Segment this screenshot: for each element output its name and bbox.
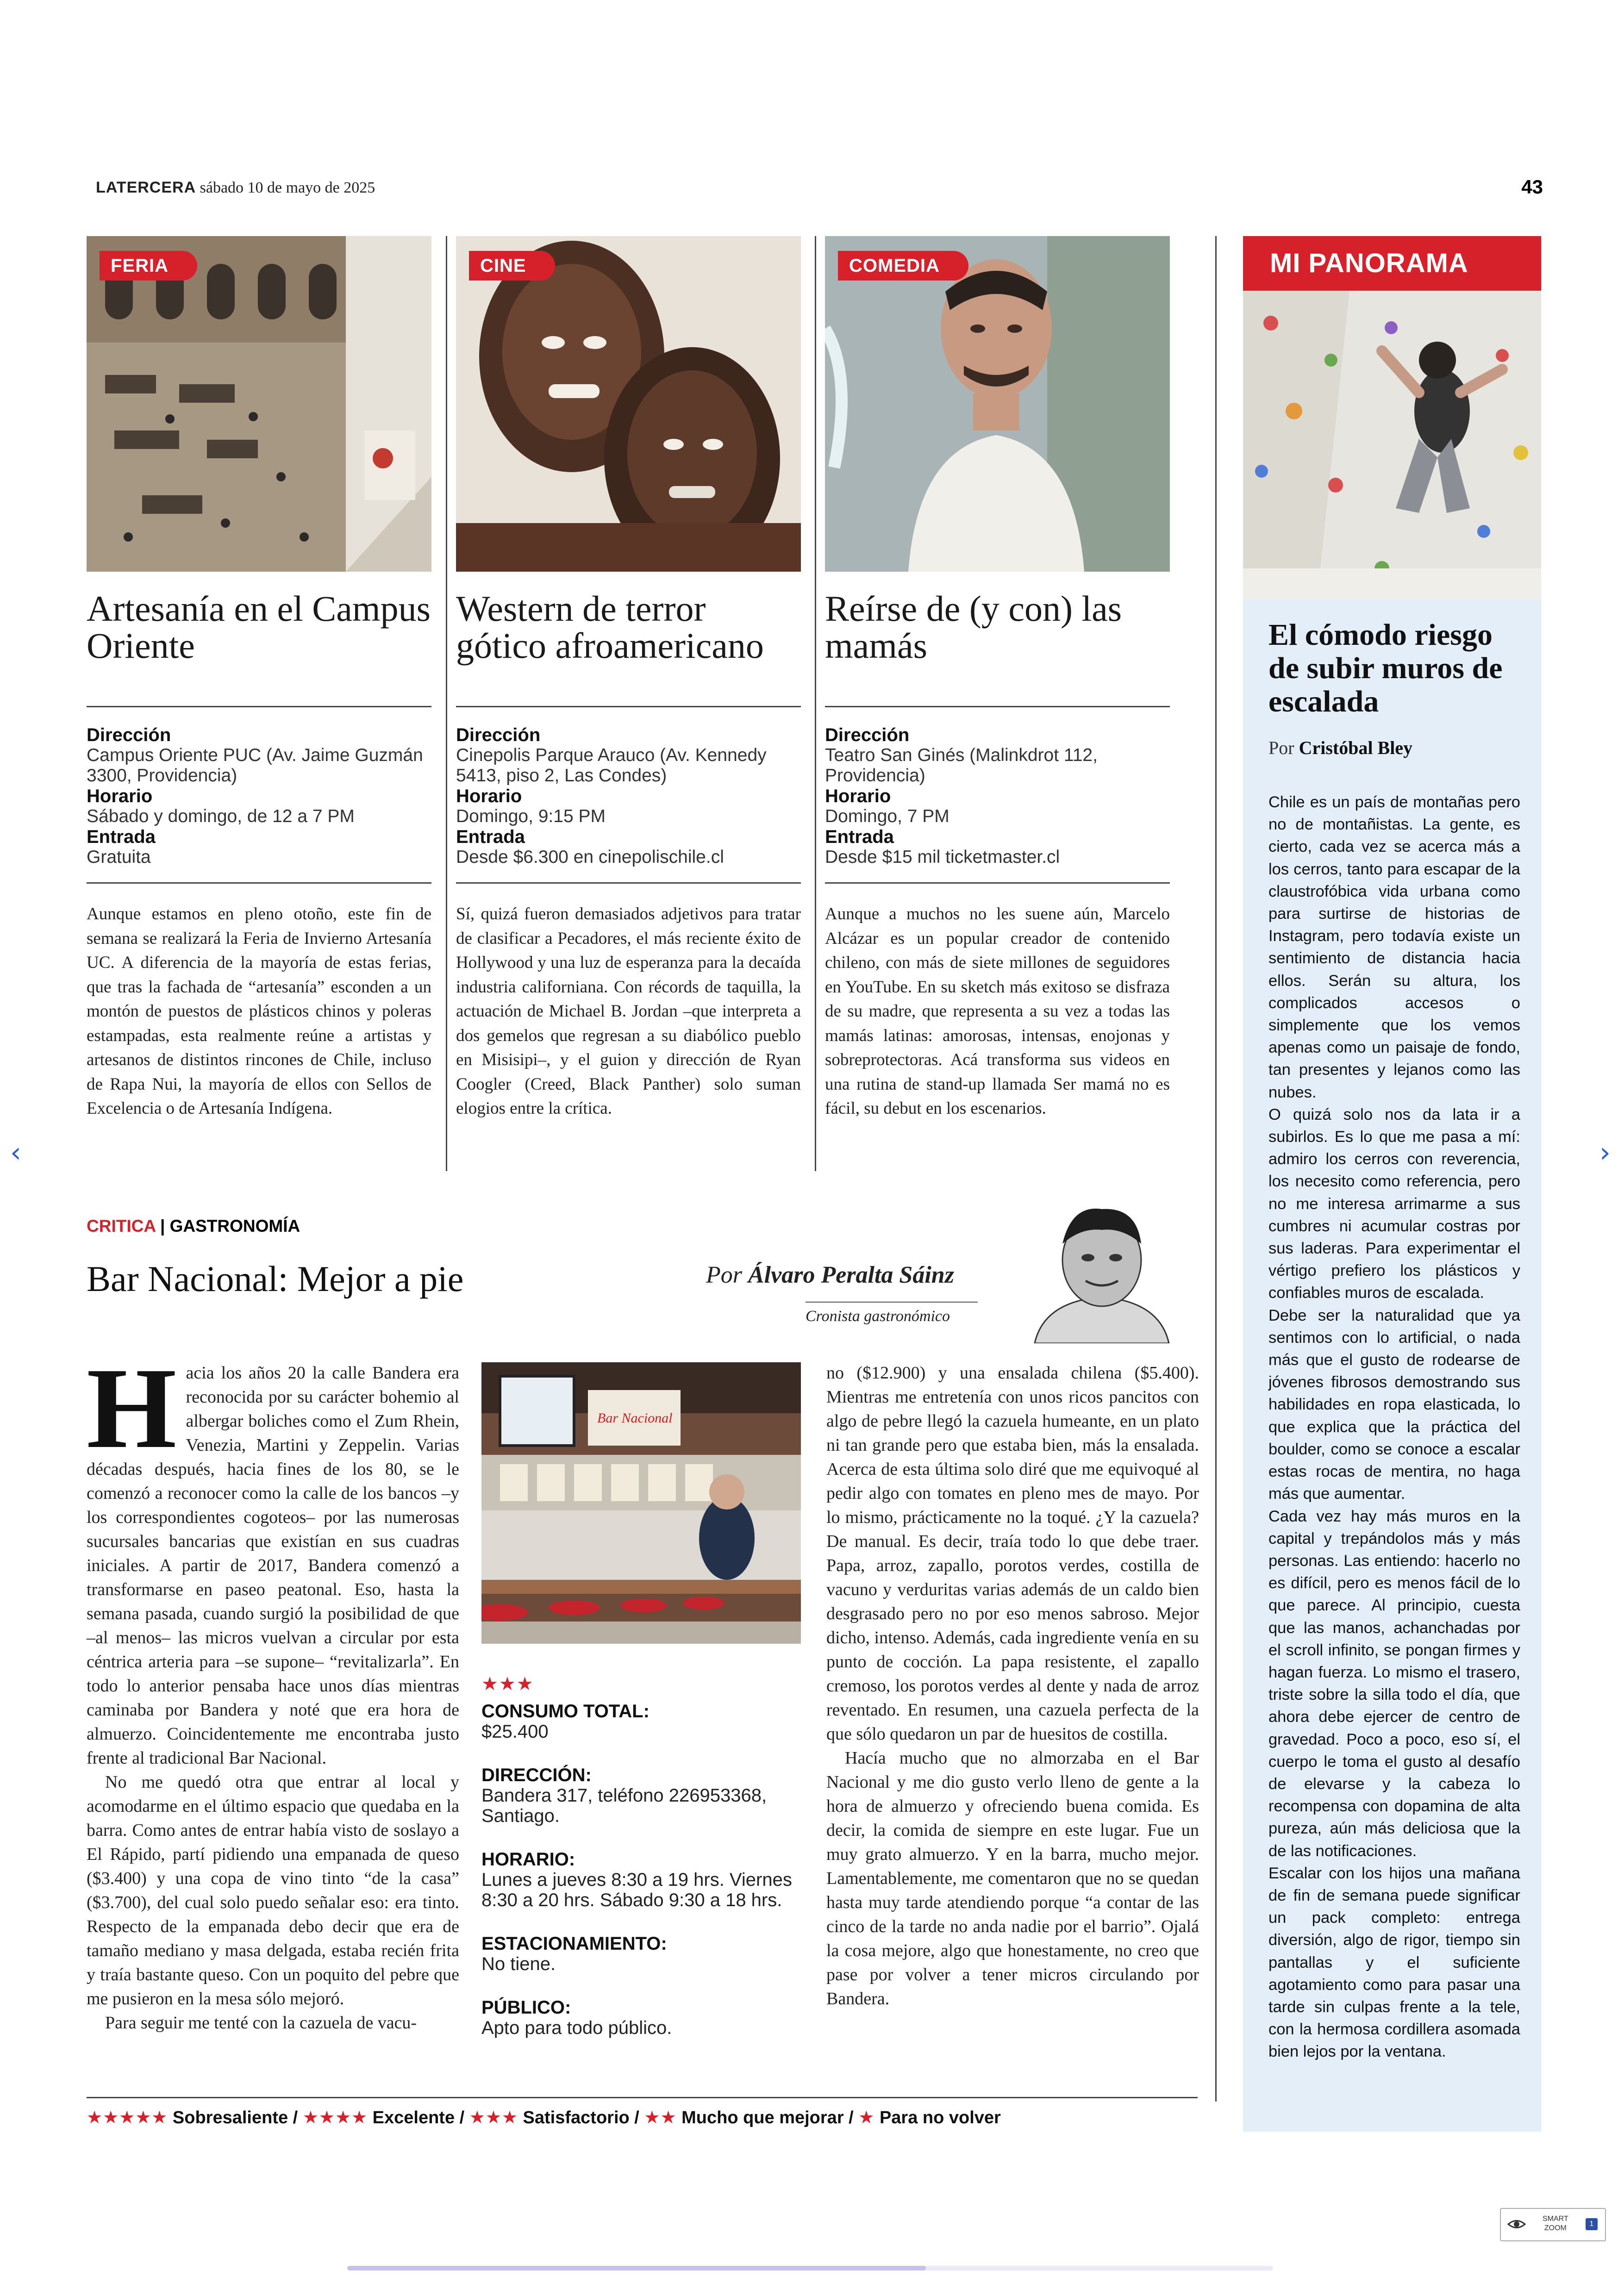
section-label: CRITICA | GASTRONOMÍA (87, 1216, 300, 1235)
entry-value: Desde $15 mil ticketmaster.cl (825, 847, 1060, 867)
panorama-paragraph: O quizá solo nos da lata ir a subirlos. Es lo que me pasa a mí: admiro los cerros con reverencia, los necesito como referencia, pero no me interesa arrimarme a sus cumbres ni acumular costras por sus laderas. Para experimentar el vértigo prefiero los plásticos y confiables muros de escalada. (1268, 1105, 1520, 1302)
legend-stars: ★★★★★ (87, 2107, 168, 2127)
review-paragraph: Hacía mucho que no almorzaba en el Bar Nacional y me dio gusto verlo lleno de gente a la hora de almuerzo y ofreciendo buena comida. Es decir, la comida de siempre en este lugar. Fue un muy grato almuerzo. Y en la barra, mucho mejor. Lamentablemente, me comentaron que no se quedan hasta muy tarde atendiendo porque “a contar de las cinco de la tarde no anda nadie por el barrio”. Ojalá la cosa mejore, algo que honestamente, no creo que pase por volver a tener micros circulando por Bandera. (826, 1748, 1199, 2008)
review-column-1 (87, 1344, 459, 2035)
bar-sign: Bar Nacional (597, 1410, 673, 1426)
legend-label: Sobresaliente (172, 2108, 288, 2127)
climbing-wall-image (1243, 291, 1541, 600)
event-card-comedia (825, 236, 1170, 1121)
divider (456, 882, 801, 884)
entry-value: Gratuita (87, 847, 151, 867)
byline-role: Cronista gastronómico (806, 1308, 950, 1325)
byline-author: Cristóbal Bley (1299, 737, 1413, 758)
address-label: Dirección (456, 725, 541, 745)
comedia-photo (825, 236, 1170, 572)
card-title: Western de terror gótico afroamericano (456, 588, 764, 666)
review-title: Bar Nacional: Mejor a pie (87, 1259, 464, 1299)
author-portrait-image (1025, 1200, 1178, 1343)
section-tag: COMEDIA (838, 251, 968, 281)
climbing-photo (1243, 291, 1541, 600)
address-label: Dirección (87, 725, 171, 745)
bar-interior-image (481, 1362, 801, 1644)
review-paragraph: No me quedó otra que entrar al local y acomodarme en el último espacio que quedaba en la barra. Como antes de entrar había visto de soslayo a El Rápido, partí pidiendo una empanada de queso ($3.400) y una copa de vino tinto “de la casa” ($3.700), del cual solo puedo señalar eso: era tinto. Respecto de la empanada debo decir que era de tamaño mediano y masa delgada, estaba recién frita y traía bastante queso. Con un poquito del pebre que me pusieron en la mesa sólo mejoró. (87, 1772, 459, 2008)
event-info (456, 725, 801, 882)
panorama-paragraph: Escalar con los hijos una mañana de fin de semana puede significar un pack completo: entrega diversión, algo de rigor, tiempo sin pantallas y el suficiente agotamiento como para pasar una tarde sin culpas frente a la tele, con la hermosa cordillera asomada bien lejos por la ventana. (1268, 1864, 1520, 2061)
address-value: Cinepolis Parque Arauco (Av. Kennedy 5413, piso 2, Las Condes) (456, 745, 767, 786)
card-title: Reírse de (y con) las mamás (825, 588, 1122, 666)
event-info (87, 725, 431, 882)
byline-rule (806, 1302, 978, 1303)
zoom-label-line: SMART (1543, 2215, 1568, 2223)
cine-photo (456, 236, 801, 572)
schedule-label: Horario (456, 786, 522, 806)
legend-stars: ★★★ (469, 2107, 518, 2127)
card-title: Artesanía en el Campus Oriente (87, 588, 431, 666)
fair-hall-image (87, 236, 431, 572)
schedule-value: Domingo, 7 PM (825, 806, 949, 826)
divider (456, 706, 801, 707)
column-divider (446, 236, 447, 1171)
eye-icon (1507, 2217, 1526, 2231)
fact-value: Apto para todo público. (481, 2018, 672, 2038)
review-paragraph: Para seguir me tenté con la cazuela de vacu- (105, 2013, 417, 2033)
schedule-label: Horario (825, 786, 891, 806)
fact-value: Bandera 317, teléfono 226953368, Santiago. (481, 1785, 767, 1826)
page-number: 43 (1521, 176, 1543, 198)
review-paragraph: no ($12.900) y una ensalada chilena ($5.400). Mientras me entretenía con unos ricos pancitos con algo de pebre llegó la cazuela humeante, en un plato ni tan grande pero que estaba bien, más la ensalada. Acerca de esta última solo diré que me equivoqué al pedir algo con tomates en pleno mes de mayo. Por lo mismo, prácticamente no la toqué. ¿Y la cazuela? De manual. Es decir, traía todo lo que debe traer. Papa, arroz, zapallo, porotos verdes, costilla de vacuno y verduritas varias además de un caldo bien desgrasado pero no por eso menos sabroso. Mejor dicho, intenso. Además, cada ingrediente venía en su punto de cocción. La papa resistente, el zapallo cremoso, los porotos verdes al dente y nada de arroz reventado. En resumen, una cazuela perfecta de la que sólo quedaron un par de huesitos de costilla. (826, 1363, 1199, 1744)
smart-zoom-button[interactable] (1500, 2208, 1606, 2241)
event-card-cine (456, 236, 801, 1121)
review-column-3 (826, 1361, 1199, 2011)
panorama-paragraph: Chile es un país de montañas pero no de montañistas. La gente, es cierto, cada vez se acerca más a los cerros, tanto para escapar de la claustrofóbica vida urbana como para surtirse de historias de Instagram, pero todavía existe un sentimiento de distancia hacia ellos. Serán su altura, los complicados accesos o simplemente que los vemos apenas como un paisaje de fondo, tan presentes y lejanos como las nubes. (1268, 793, 1520, 1101)
panorama-paragraph: Debe ser la naturalidad que ya sentimos con lo artificial, o nada más que el gusto de rodearse de jóvenes fibrosos demostrando sus habilidades en ropa elasticada, lo que explica que la práctica del boulder, como se conoce a escalar estas rocas de mentira, no haga más que aumentar. (1268, 1306, 1520, 1503)
legend-label: Mucho que mejorar (681, 2108, 844, 2127)
review-byline (706, 1261, 954, 1289)
panorama-body (1268, 791, 1520, 2063)
entry-value: Desde $6.300 en cinepolischile.cl (456, 847, 724, 867)
zoom-label-line: ZOOM (1544, 2224, 1567, 2232)
section-label-critica: CRITICA (87, 1216, 156, 1235)
event-card-feria (87, 236, 431, 1121)
panorama-sidebar (1243, 236, 1541, 2132)
panorama-header: MI PANORAMA (1243, 236, 1541, 291)
page-header (96, 179, 375, 197)
divider (87, 706, 431, 707)
legend-rule (87, 2097, 1198, 2098)
byline-prefix: Por (1268, 737, 1294, 758)
legend-label: Excelente (372, 2108, 455, 2127)
entry-label: Entrada (456, 827, 525, 847)
fact-label: PÚBLICO: (481, 1997, 571, 2018)
address-value: Campus Oriente PUC (Av. Jaime Guzmán 3300, Providencia) (87, 745, 423, 786)
fact-value: Lunes a jueves 8:30 a 19 hrs. Viernes 8:30 a 20 hrs. Sábado 9:30 a 18 hrs. (481, 1870, 792, 1910)
legend-stars: ★ (858, 2107, 875, 2127)
panorama-byline (1268, 737, 1516, 759)
section-tag: FERIA (100, 251, 197, 281)
divider (87, 882, 431, 884)
legend-label: Satisfactorio (523, 2108, 630, 2127)
section-tag: CINE (469, 251, 555, 281)
panorama-paragraph: Cada vez hay más muros en la capital y trepándolos más y más personas. Las entiendo: hacerlo no es difícil, pero es menos fácil de lo que parece. Al principio, cuesta que las manos, achanchadas por el scroll infinito, se pongan firmes y hagan fuerza. Lo mismo el trasero, triste sobre la silla todo el día, que ahora debe ejercer de centro de gravedad. Poco a poco, eso sí, el cuerpo le toma el gusto al desafío de elevarse y la cabeza lo recompensa con dopamina de alta pureza, aún más deliciosa que la de las notificaciones. (1268, 1507, 1520, 1860)
zoom-badge: 1 (1586, 2218, 1598, 2230)
fact-label: DIRECCIÓN: (481, 1765, 592, 1785)
review-rating: ★★★ (481, 1673, 534, 1695)
schedule-value: Sábado y domingo, de 12 a 7 PM (87, 806, 355, 826)
fact-label: HORARIO: (481, 1849, 575, 1870)
section-label-gastronomia: GASTRONOMÍA (169, 1216, 300, 1235)
review-facts (481, 1701, 801, 2038)
issue-date: sábado 10 de mayo de 2025 (200, 179, 375, 196)
horizontal-scrollbar-thumb[interactable] (347, 2266, 926, 2270)
legend-stars: ★★ (644, 2107, 677, 2127)
byline-prefix: Por (706, 1262, 742, 1288)
card-body: Aunque a muchos no les suene aún, Marcelo Alcázar es un popular creador de contenido chileno, con más de siete millones de seguidores en YouTube. En su sketch más exitoso se disfraza de su madre, que representa a su vez a todas las mamás latinas: amorosas, intensas, enojonas y sobreprotectoras. Acá transforma sus videos en una rutina de stand-up llamada Ser mamá no es fácil, su debut en los escenarios. (825, 904, 1170, 1118)
fact-value: $25.400 (481, 1721, 549, 1742)
column-divider (1215, 236, 1217, 2102)
smart-zoom-label (1543, 2214, 1568, 2233)
entry-label: Entrada (87, 827, 156, 847)
fact-value: No tiene. (481, 1954, 556, 1974)
film-still-image (456, 236, 801, 572)
comedian-portrait-image (825, 236, 1170, 572)
review-paragraph: acia los años 20 la calle Bandera era reconocida por su carácter bohemio al albergar boliches como el Zum Rhein, Venezia, Martini y Zeppelin. Varias décadas después, hacia fines de los 80, se le comenzó a reconocer como la calle de los bancos –y los correspondientes cogoteos– por las numerosas sucursales bancarias que existían en sus cuadras iniciales. A partir de 2017, Bandera comenzó a transformarse en paseo peatonal. Eso, hasta la semana pasada, cuando surgió la posibilidad de que –al menos– las micros vuelvan a circular por esta céntrica arteria para –se supone– “revitalizarla”. En todo lo anterior pensaba hace unos días mientras caminaba por Bandera y noté que era hora de almuerzo. Coincidentemente me encontraba justo frente al tradicional Bar Nacional. (87, 1363, 459, 1768)
column-divider (815, 236, 816, 1171)
rating-legend: ★★★★★ Sobresaliente / ★★★★ Excelente / ★★★ Satisfactorio / ★★ Mucho que mejorar / ★ Para no volver (87, 2107, 1001, 2127)
schedule-label: Horario (87, 786, 153, 806)
divider (825, 882, 1170, 884)
address-label: Dirección (825, 725, 910, 745)
legend-stars: ★★★★ (302, 2107, 368, 2127)
legend-label: Para no volver (879, 2108, 1001, 2127)
drop-cap: H (87, 1344, 177, 1472)
next-page-icon[interactable]: › (1599, 1136, 1611, 1169)
divider (825, 706, 1170, 707)
newspaper-brand: LATERCERA (96, 179, 196, 196)
entry-label: Entrada (825, 827, 894, 847)
schedule-value: Domingo, 9:15 PM (456, 806, 606, 826)
author-portrait (1025, 1200, 1178, 1343)
previous-page-icon[interactable]: ‹ (10, 1136, 21, 1169)
byline-author: Álvaro Peralta Sáinz (748, 1262, 954, 1288)
card-body: Aunque estamos en pleno otoño, este fin de semana se realizará la Feria de Invierno Artesanía UC. A diferencia de la mayoría de estas ferias, que tras la fachada de “artesanía” esconden a un montón de puestos de plásticos chinos y poleras estampadas, esta realmente reúne a artistas y artesanos de distintos rincones de Chile, incluso de Rapa Nui, la mayoría de ellos con Sellos de Excelencia o de Artesanía Indígena. (87, 904, 431, 1118)
bar-photo (481, 1362, 801, 1644)
panorama-title: El cómodo riesgo de subir muros de escalada (1268, 618, 1503, 718)
card-body: Sí, quizá fueron demasiados adjetivos para tratar de clasificar a Pecadores, el más reciente éxito de Hollywood y una luz de esperanza para la decaída industria californiana. Con récords de taquilla, la actuación de Michael B. Jordan –que interpreta a dos gemelos que regresan a su diabólico pueblo en Misisipi–, y el guion y dirección de Ryan Coogler (Creed, Black Panther) solo suman elogios entre la crítica. (456, 904, 801, 1118)
feria-photo (87, 236, 431, 572)
event-info (825, 725, 1170, 882)
fact-label: CONSUMO TOTAL: (481, 1701, 650, 1721)
address-value: Teatro San Ginés (Malinkdrot 112, Providencia) (825, 745, 1098, 786)
fact-label: ESTACIONAMIENTO: (481, 1933, 667, 1954)
